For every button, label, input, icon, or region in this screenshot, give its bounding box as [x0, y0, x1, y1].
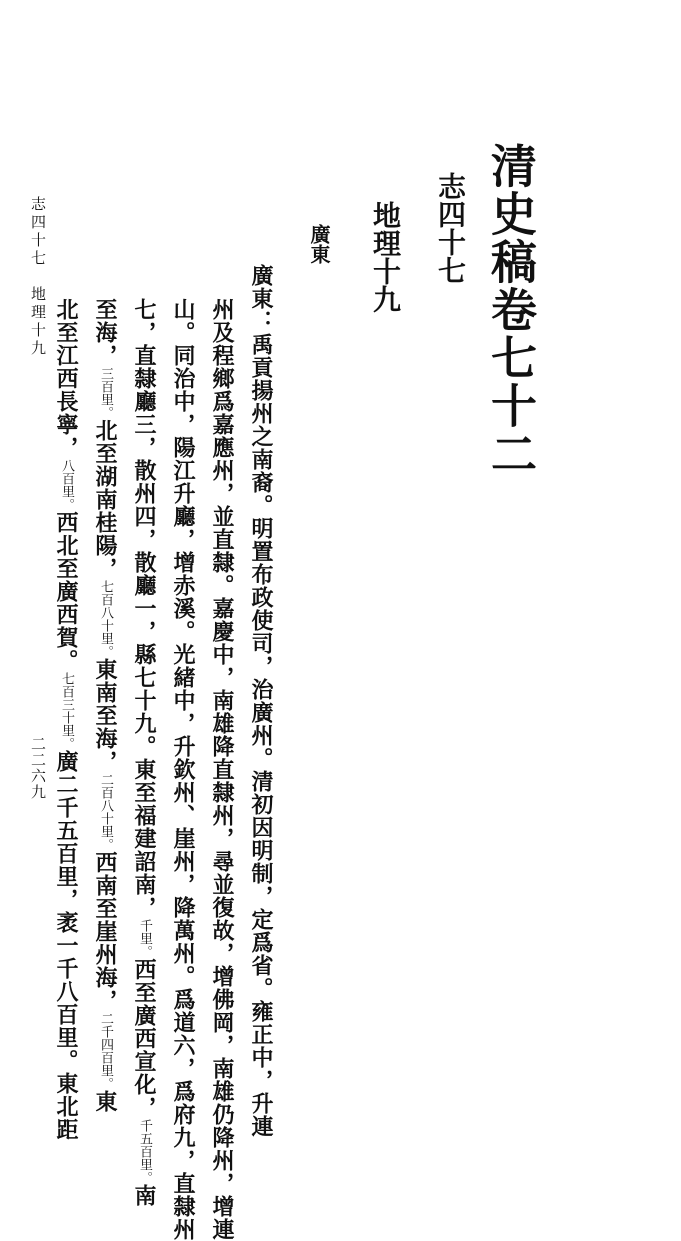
treatise-number: 志四十七 — [434, 172, 467, 284]
region-heading: 廣東 — [307, 224, 331, 264]
body-text: 西北至廣西賀。 — [53, 511, 79, 672]
running-header: 志四十七 地理十九 — [29, 196, 47, 358]
body-column-3 — [172, 298, 194, 1241]
body-text: 北至湖南桂陽， — [92, 419, 118, 580]
section-title: 地理十九 — [369, 201, 402, 313]
interlinear-note: 七百三十里。 — [59, 672, 74, 750]
body-text: 州及程鄉爲嘉應州，並直隸。嘉慶中，南雄降直隸州，尋並復故，增佛岡，南雄仍降州，增連 — [209, 298, 235, 1241]
body-column-1 — [250, 264, 272, 1138]
interlinear-note: 二百八十里。 — [98, 773, 113, 851]
body-text: 廣東：禹貢揚州之南裔。明置布政使司，治廣州。清初因明制，定爲省。雍正中，升連 — [248, 264, 274, 1138]
body-column-4 — [133, 298, 155, 1207]
body-text: 北至江西長寧， — [53, 298, 79, 459]
body-column-2 — [211, 298, 233, 1241]
body-column-5 — [94, 298, 116, 1113]
interlinear-note: 千里。 — [137, 919, 152, 958]
volume-title: 清史稿卷七十二 — [484, 142, 538, 478]
body-text: 南 — [131, 1184, 157, 1207]
body-column-6 — [55, 298, 77, 1141]
interlinear-note: 八百里。 — [59, 459, 74, 511]
interlinear-note: 七百八十里。 — [98, 580, 113, 658]
body-text: 廣二千五百里，袤一千八百里。東北距 — [53, 750, 79, 1141]
page-number: 二二六九 — [29, 736, 47, 800]
body-text: 山。同治中，陽江升廳，增赤溪。光緒中，升欽州、崖州，降萬州。爲道六，爲府九，直隸州 — [170, 298, 196, 1241]
interlinear-note: 千五百里。 — [137, 1119, 152, 1184]
body-text: 至海， — [92, 298, 118, 367]
interlinear-note: 三百里。 — [98, 367, 113, 419]
body-text: 西至廣西宣化， — [131, 958, 157, 1119]
body-text: 西南至崖州海， — [92, 851, 118, 1012]
body-text: 東 — [92, 1090, 118, 1113]
body-text: 七，直隸廳三，散州四，散廳一，縣七十九。東至福建詔南， — [131, 298, 157, 919]
interlinear-note: 二千四百里。 — [98, 1012, 113, 1090]
body-text: 東南至海， — [92, 658, 118, 773]
